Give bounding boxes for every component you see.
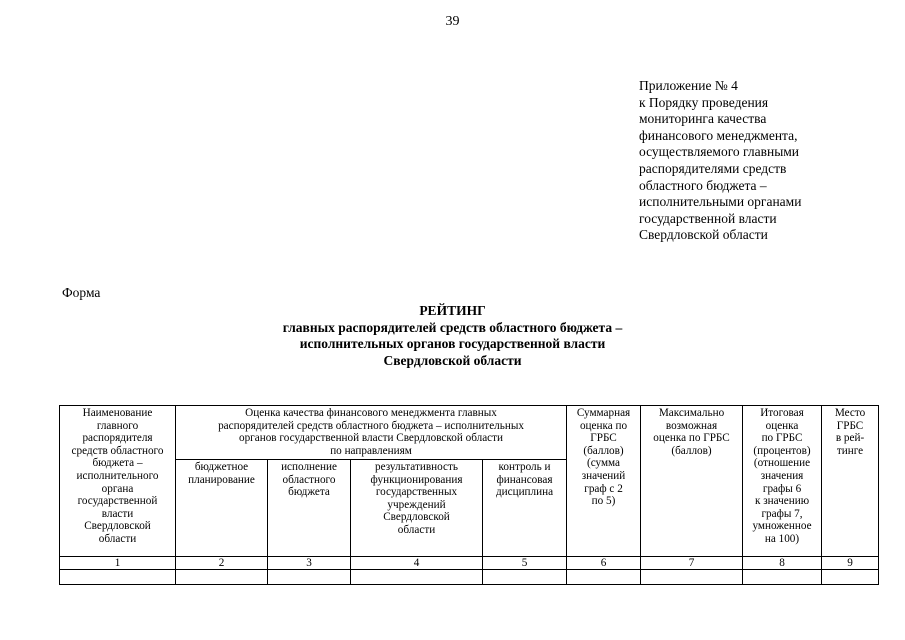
- empty-cell: [176, 570, 268, 585]
- appendix-line: к Порядку проведения: [639, 94, 769, 110]
- appendix-line: исполнительными органами: [639, 194, 802, 210]
- column-number: 2: [176, 557, 268, 570]
- empty-cell: [60, 570, 176, 585]
- header-cell-max-score: Максимально возможная оценка по ГРБС (баллов): [641, 406, 743, 557]
- empty-data-row: [60, 570, 879, 585]
- empty-cell: [351, 570, 483, 585]
- column-number: 6: [567, 557, 641, 570]
- title-heading: РЕЙТИНГ: [419, 303, 486, 318]
- appendix-line: распорядителями средств: [639, 160, 787, 176]
- appendix-line: областного бюджета –: [639, 177, 767, 193]
- subheader-budget-execution: исполнение областного бюджета: [268, 460, 351, 557]
- appendix-line: Свердловской области: [639, 227, 768, 243]
- column-number: 9: [822, 557, 879, 570]
- form-label: Форма: [62, 285, 101, 300]
- subheader-control-discipline: контроль и финансовая дисциплина: [483, 460, 567, 557]
- appendix-note: [639, 78, 879, 244]
- document-title: [0, 303, 905, 369]
- appendix-line: государственной власти: [639, 210, 777, 226]
- title-line: исполнительных органов государственной власти: [299, 336, 606, 352]
- header-cell-name: Наименование главного распорядителя средств областного бюджета – исполнительного органа государственной власти Свердловской области: [60, 406, 176, 557]
- header-cell-assessment-group: Оценка качества финансового менеджмента главных распорядителей средств областного бюджета – исполнительных органов государственной власти Свердловской области по направлениям: [176, 406, 567, 460]
- header-cell-final-score: Итоговая оценка по ГРБС (процентов) (отношение значения графы 6 к значению графы 7, умноженное на 100): [743, 406, 822, 557]
- column-number: 5: [483, 557, 567, 570]
- subheader-budget-planning: бюджетное планирование: [176, 460, 268, 557]
- appendix-line: финансового менеджмента,: [639, 127, 798, 143]
- title-line: Свердловской области: [383, 352, 522, 368]
- title-line: главных распорядителей средств областного бюджета –: [282, 319, 623, 335]
- empty-cell: [567, 570, 641, 585]
- header-cell-rank: Место ГРБС в рей- тинге: [822, 406, 879, 557]
- column-number: 7: [641, 557, 743, 570]
- appendix-line: мониторинга качества: [639, 111, 767, 127]
- header-cell-total-score: Суммарная оценка по ГРБС (баллов) (сумма значений граф с 2 по 5): [567, 406, 641, 557]
- column-number: 3: [268, 557, 351, 570]
- rating-table: [59, 405, 879, 585]
- empty-cell: [483, 570, 567, 585]
- column-number-row: [60, 557, 879, 570]
- subheader-institution-performance: результативность функционирования государственных учреждений Свердловской области: [351, 460, 483, 557]
- empty-cell: [268, 570, 351, 585]
- empty-cell: [822, 570, 879, 585]
- column-number: 4: [351, 557, 483, 570]
- appendix-line: осуществляемого главными: [639, 144, 800, 160]
- column-number: 8: [743, 557, 822, 570]
- header-row: [60, 406, 879, 460]
- empty-cell: [743, 570, 822, 585]
- appendix-line: Приложение № 4: [639, 78, 738, 93]
- empty-cell: [641, 570, 743, 585]
- column-number: 1: [60, 557, 176, 570]
- page-number: 39: [445, 14, 460, 29]
